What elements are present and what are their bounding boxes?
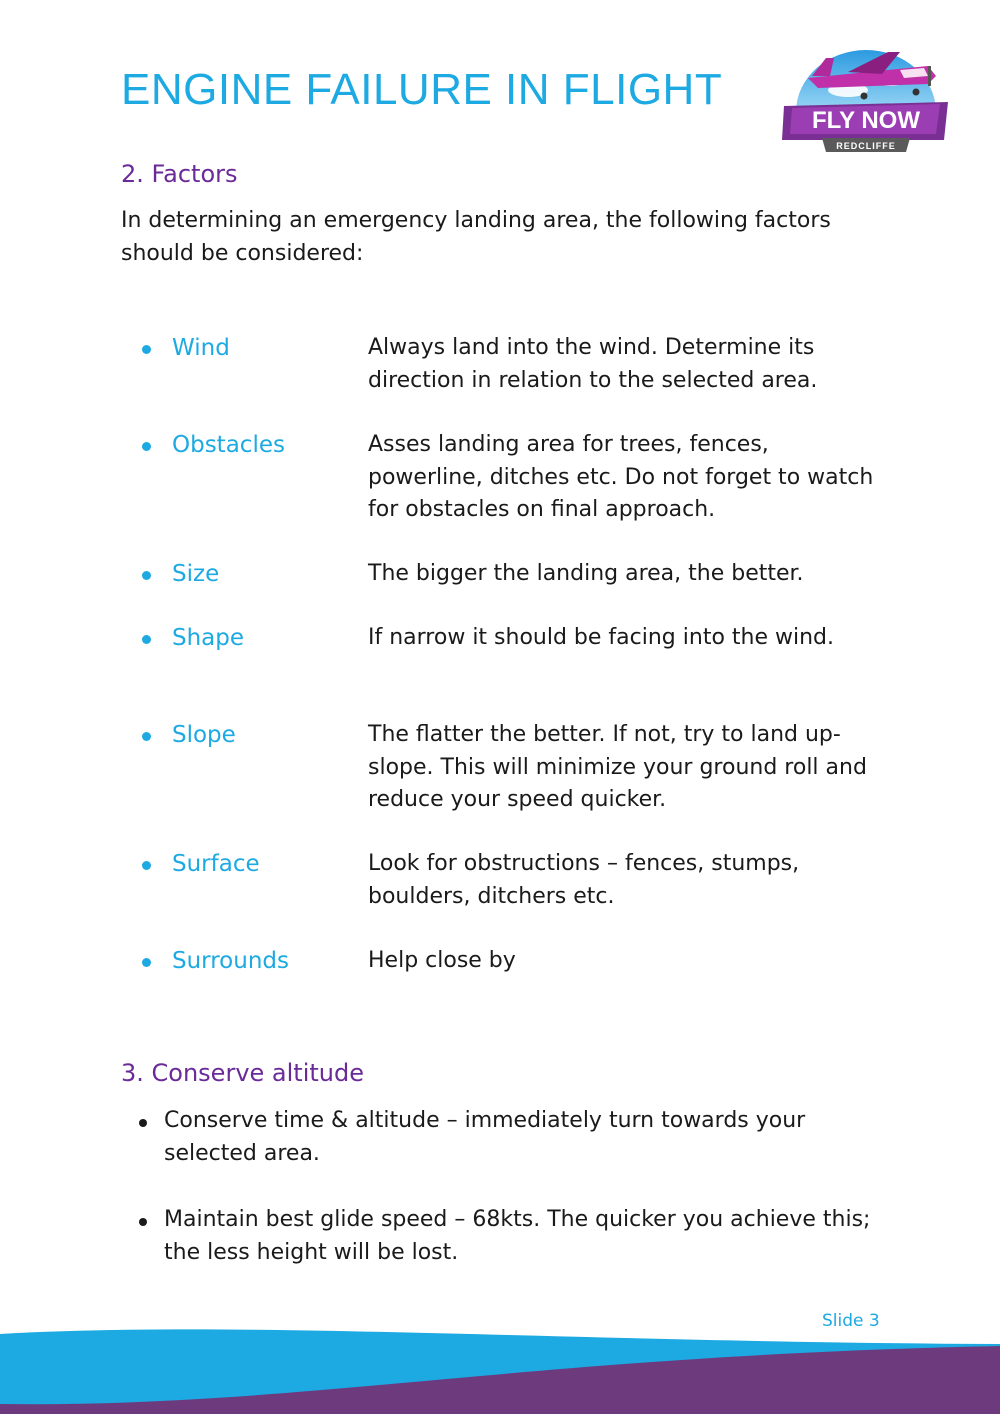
factor-description: Asses landing area for trees, fences, powerline, ditches etc. Do not forget to watch for obstacles on final approach. (368, 432, 874, 522)
factor-name: Shape (172, 625, 245, 651)
bullet-icon (139, 1218, 147, 1226)
bullet-icon (142, 958, 151, 967)
factor-description: The bigger the landing area, the better. (368, 561, 804, 586)
fly-now-logo (778, 36, 954, 154)
factors-intro: In determining an emergency landing area, the following factors should be considered: (121, 208, 831, 266)
logo-subtext: REDCLIFFE (836, 141, 896, 151)
factor-description: The flatter the better. If not, try to land up-slope. This will minimize your ground roll and reduce your speed quicker. (368, 722, 867, 812)
bullet-icon (142, 861, 151, 870)
altitude-item-text: Conserve time & altitude – immediately turn towards your selected area. (164, 1108, 806, 1166)
bullet-icon (142, 345, 151, 354)
factor-description: If narrow it should be facing into the wind. (368, 625, 834, 650)
page-title: ENGINE FAILURE IN FLIGHT (121, 65, 723, 114)
slide-number: Slide 3 (822, 1311, 880, 1331)
bullet-icon (142, 571, 151, 580)
bullet-icon (142, 442, 151, 451)
factor-description: Always land into the wind. Determine its direction in relation to the selected area. (368, 335, 818, 393)
factor-name: Obstacles (172, 432, 285, 458)
altitude-item-text: Maintain best glide speed – 68kts. The quicker you achieve this; the less height will be lost. (164, 1207, 871, 1265)
bullet-icon (142, 635, 151, 644)
factor-name: Surrounds (172, 948, 289, 974)
logo-text: FLY NOW (811, 107, 921, 134)
factor-description: Help close by (368, 948, 516, 973)
altitude-heading: 3. Conserve altitude (121, 1059, 364, 1087)
factor-name: Size (172, 561, 220, 587)
factor-description: Look for obstructions – fences, stumps, boulders, ditchers etc. (368, 851, 800, 909)
factor-name: Slope (172, 722, 236, 748)
factors-heading: 2. Factors (121, 160, 238, 188)
factor-name: Surface (172, 851, 260, 877)
bullet-icon (142, 732, 151, 741)
factor-name: Wind (172, 335, 230, 361)
bullet-icon (139, 1119, 147, 1127)
footer-waves (0, 1320, 1000, 1414)
